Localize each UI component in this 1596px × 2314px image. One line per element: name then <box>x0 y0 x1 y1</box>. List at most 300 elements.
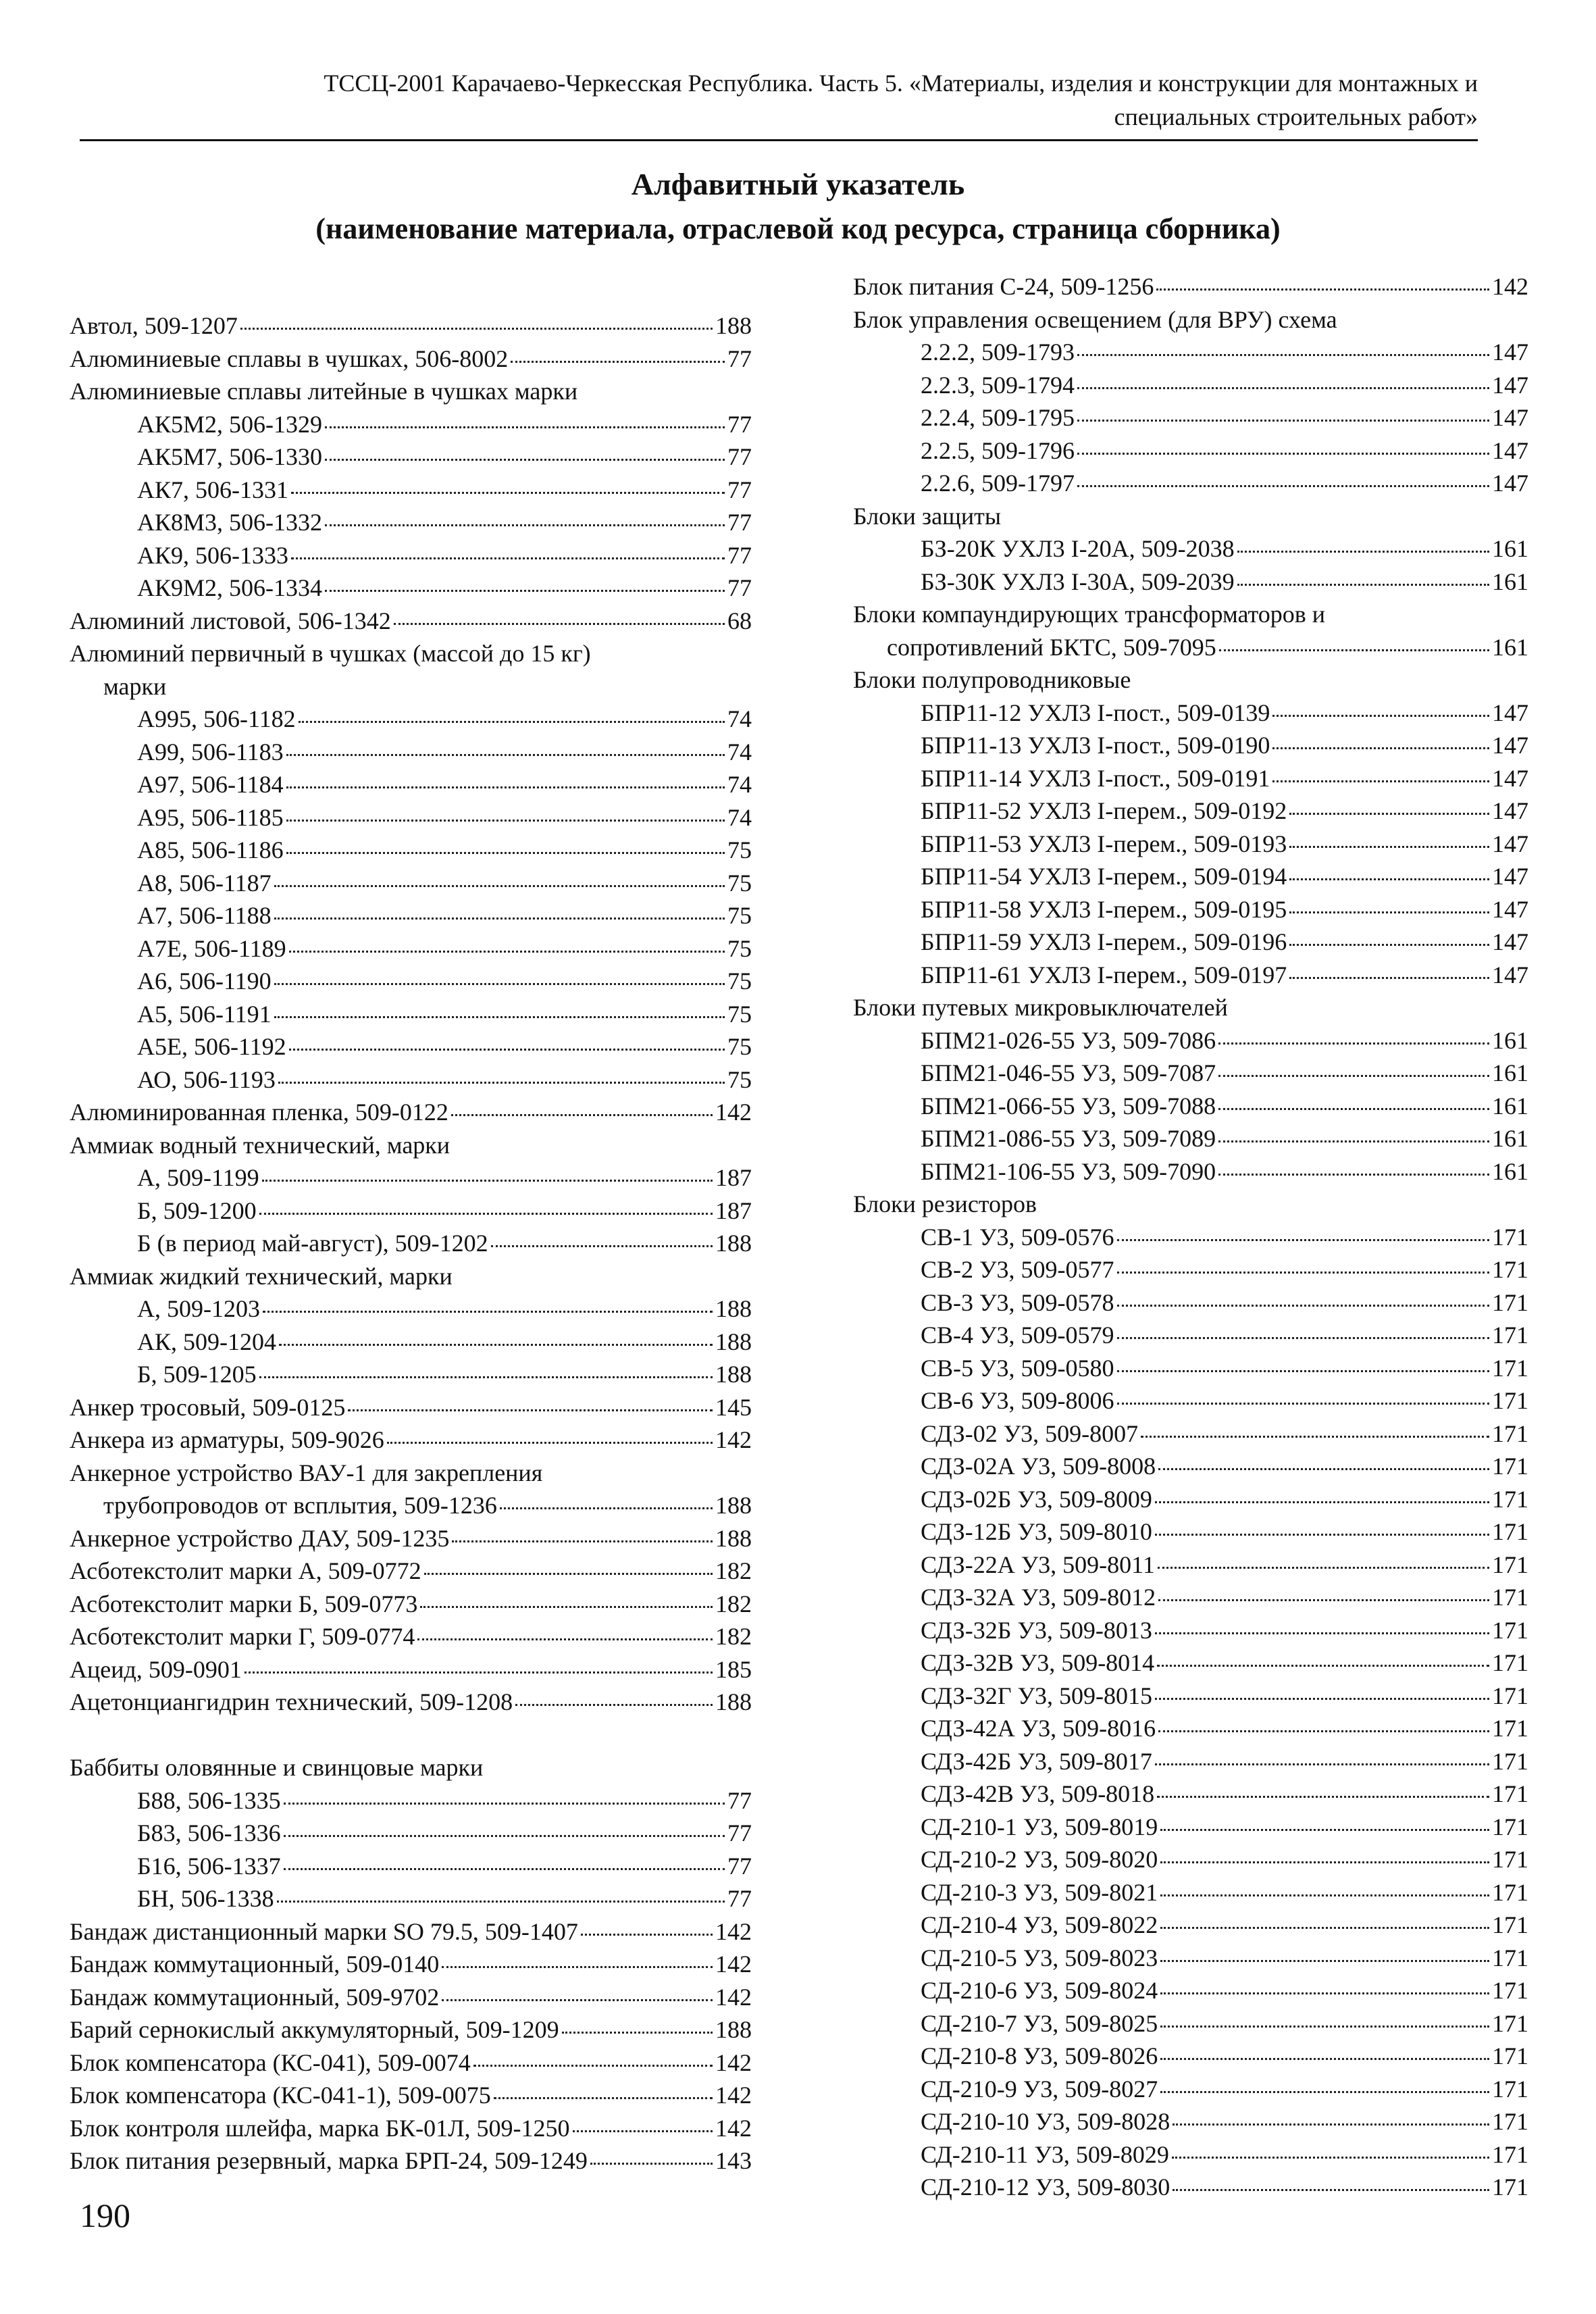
index-entry-page: 171 <box>1492 1419 1528 1447</box>
index-entry-page: 77 <box>727 1786 752 1814</box>
index-entry-page: 75 <box>727 902 752 929</box>
index-entry <box>70 1686 752 1719</box>
dot-leader <box>1272 780 1489 782</box>
dot-leader <box>325 590 725 592</box>
index-entry <box>70 1227 752 1260</box>
index-entry <box>70 834 752 867</box>
index-entry-page: 147 <box>1492 863 1528 890</box>
index-entry <box>70 474 752 507</box>
index-entry-page: 77 <box>727 541 752 569</box>
index-entry-page: 161 <box>1492 1026 1528 1054</box>
index-entry <box>853 336 1528 369</box>
index-entry-text: Блоки защиты <box>853 502 1002 530</box>
dot-leader <box>1077 354 1489 356</box>
index-entry-text: Анкера из арматуры, 509-9026 <box>70 1426 384 1453</box>
dot-leader <box>417 1638 713 1640</box>
index-entry-page: 74 <box>727 705 752 732</box>
dot-leader <box>286 820 725 822</box>
index-entry-page: 75 <box>727 1000 752 1028</box>
index-entry-page: 75 <box>727 934 752 962</box>
index-entry-page: 77 <box>727 443 752 470</box>
index-entry <box>853 1090 1528 1123</box>
index-entry-page: 171 <box>1492 2140 1528 2168</box>
index-entry <box>853 1384 1528 1417</box>
header-divider <box>80 139 1478 141</box>
index-entry-page: 68 <box>727 607 752 634</box>
index-entry-text: СД-210-6 У3, 509-8024 <box>921 1977 1158 2004</box>
index-entry-page: 147 <box>1492 928 1528 955</box>
dot-leader <box>515 1704 713 1706</box>
index-entry <box>70 1161 752 1194</box>
index-entry-page: 171 <box>1492 1780 1528 1807</box>
index-entry-page: 161 <box>1492 1157 1528 1185</box>
dot-leader <box>1160 2058 1489 2060</box>
dot-leader <box>1289 977 1489 979</box>
index-entry <box>853 697 1528 730</box>
index-entry <box>853 1680 1528 1713</box>
dot-leader <box>284 1803 725 1805</box>
index-entry-text: СДЗ-42В У3, 509-8018 <box>921 1780 1155 1807</box>
index-entry <box>70 1588 752 1621</box>
index-entry-page: 142 <box>1492 273 1528 300</box>
index-entry-page: 75 <box>727 967 752 995</box>
index-entry <box>70 1620 752 1653</box>
index-entry <box>853 1352 1528 1385</box>
index-entry <box>853 2171 1528 2204</box>
dot-leader <box>1160 2026 1489 2028</box>
index-entry-page: 75 <box>727 1065 752 1093</box>
dot-leader <box>387 1442 713 1444</box>
dot-leader <box>1289 911 1489 913</box>
page-subtitle: (наименование материала, отраслевой код ресурса, страница сборника) <box>315 212 1281 245</box>
index-entry-text: Б, 509-1205 <box>137 1361 257 1388</box>
index-entry-text: СД-210-3 У3, 509-8021 <box>921 1878 1158 1906</box>
index-entry-text: БПМ21-066-55 У3, 509-7088 <box>921 1092 1216 1120</box>
index-entry-page: 142 <box>715 2082 752 2109</box>
index-entry-page: 161 <box>1492 633 1528 661</box>
dot-leader <box>279 1344 713 1346</box>
index-entry-page: 171 <box>1492 1715 1528 1742</box>
dot-leader <box>581 1934 713 1936</box>
index-entry <box>70 1751 752 1784</box>
index-entry-text: марки <box>103 672 167 700</box>
entry-spacer <box>70 1719 752 1752</box>
index-entry <box>70 1457 752 1490</box>
dot-leader <box>274 885 725 887</box>
dot-leader <box>1155 1501 1489 1503</box>
index-entry-page: 182 <box>715 1623 752 1650</box>
index-entry <box>853 1549 1528 1582</box>
index-entry-text: Б88, 506-1335 <box>137 1786 281 1814</box>
index-entry-text: АК9, 506-1333 <box>137 541 288 569</box>
index-entry-text: СД-210-1 У3, 509-8019 <box>921 1813 1158 1840</box>
index-entry-page: 142 <box>715 2048 752 2076</box>
dot-leader <box>1173 2123 1489 2126</box>
index-entry <box>70 768 752 801</box>
index-entry-text: А995, 506-1182 <box>137 705 296 732</box>
index-entry <box>853 270 1528 303</box>
index-entry-text: Б (в период май-август), 509-1202 <box>137 1230 488 1257</box>
dot-leader <box>278 1082 725 1084</box>
index-entry-text: 2.2.2, 509-1793 <box>921 338 1075 366</box>
index-entry <box>70 2046 752 2080</box>
index-entry <box>70 703 752 736</box>
index-entry-page: 161 <box>1492 535 1528 562</box>
index-entry-page: 171 <box>1492 2173 1528 2200</box>
dot-leader <box>1157 1665 1489 1667</box>
index-entry-page: 187 <box>715 1164 752 1191</box>
dot-leader <box>1117 1305 1490 1307</box>
index-entry-page: 142 <box>715 1426 752 1453</box>
index-entry-text: АК8М3, 506-1332 <box>137 509 323 536</box>
index-entry-text: СДЗ-02Б У3, 509-8009 <box>921 1485 1152 1513</box>
index-entry <box>853 1319 1528 1352</box>
index-entry-text: СД-210-5 У3, 509-8023 <box>921 1944 1158 1971</box>
index-entry-text: Блок питания резервный, марка БРП-24, 509-1249 <box>70 2147 588 2174</box>
index-entry-page: 142 <box>715 2114 752 2142</box>
index-entry-page: 161 <box>1492 568 1528 595</box>
index-entry <box>70 801 752 834</box>
dot-leader <box>1272 715 1489 717</box>
dot-leader <box>1077 453 1489 455</box>
index-entry-text: СВ-3 У3, 509-0578 <box>921 1288 1114 1316</box>
index-entry-text: Блок контроля шлейфа, марка БК-01Л, 509-1250 <box>70 2114 570 2142</box>
index-entry <box>853 401 1528 434</box>
index-entry-page: 147 <box>1492 699 1528 726</box>
index-entry <box>70 1489 752 1522</box>
index-entry-text: АК9М2, 506-1334 <box>137 574 323 601</box>
index-entry-page: 171 <box>1492 2042 1528 2069</box>
index-entry <box>70 1260 752 1293</box>
index-entry-text: СДЗ-02 У3, 509-8007 <box>921 1419 1139 1447</box>
dot-leader <box>274 917 725 920</box>
dot-leader <box>244 1671 713 1674</box>
index-entry-text: БПР11-54 УХЛ3 I-перем., 509-0194 <box>921 863 1287 890</box>
dot-leader <box>277 1901 725 1903</box>
index-entry-text: Блоки путевых микровыключателей <box>853 994 1228 1021</box>
index-entry-page: 77 <box>727 1852 752 1880</box>
dot-leader <box>240 328 713 330</box>
index-entry <box>853 1942 1528 1975</box>
index-entry <box>70 1391 752 1424</box>
index-entry-page: 185 <box>715 1655 752 1683</box>
index-entry-text: СДЗ-32В У3, 509-8014 <box>921 1649 1155 1676</box>
index-entry <box>853 1057 1528 1090</box>
index-entry-text: СД-210-7 У3, 509-8025 <box>921 2009 1158 2037</box>
index-entry-page: 171 <box>1492 1747 1528 1775</box>
index-entry <box>70 408 752 441</box>
index-entry-text: А5Е, 506-1192 <box>137 1033 286 1060</box>
index-entry <box>853 1909 1528 1942</box>
index-entry <box>853 762 1528 795</box>
index-entry-page: 171 <box>1492 1977 1528 2004</box>
index-entry <box>853 828 1528 861</box>
index-entry-text: БПМ21-046-55 У3, 509-7087 <box>921 1059 1216 1086</box>
index-entry-page: 147 <box>1492 338 1528 366</box>
dot-leader <box>1117 1370 1490 1372</box>
index-entry <box>70 899 752 932</box>
index-entry-text: Асботекстолит марки А, 509-0772 <box>70 1557 421 1584</box>
dot-leader <box>562 2032 713 2034</box>
index-entry <box>853 598 1528 631</box>
index-entry-text: СД-210-11 У3, 509-8029 <box>921 2140 1169 2168</box>
index-entry-page: 188 <box>715 1492 752 1519</box>
index-entry <box>70 1522 752 1555</box>
index-entry <box>853 991 1528 1024</box>
dot-leader <box>1156 288 1489 291</box>
dot-leader <box>1141 1436 1489 1438</box>
index-entry <box>853 663 1528 697</box>
index-entry-page: 171 <box>1492 1878 1528 1906</box>
index-entry <box>70 2079 752 2112</box>
index-entry <box>70 309 752 343</box>
dot-leader <box>1077 420 1489 422</box>
index-entry-text: СДЗ-42Б У3, 509-8017 <box>921 1747 1152 1775</box>
index-entry <box>853 795 1528 828</box>
dot-leader <box>1218 1075 1489 1077</box>
dot-leader <box>1158 1730 1489 1732</box>
index-entry-text: СВ-4 У3, 509-0579 <box>921 1322 1114 1349</box>
index-entry-text: Блоки резисторов <box>853 1190 1037 1217</box>
index-entry <box>853 1155 1528 1188</box>
index-column-left <box>70 309 752 2178</box>
index-entry <box>853 1024 1528 1057</box>
index-entry <box>70 375 752 408</box>
dot-leader <box>1155 1632 1489 1634</box>
index-entry <box>70 1292 752 1326</box>
index-entry-page: 171 <box>1492 1354 1528 1382</box>
index-entry <box>853 1450 1528 1483</box>
running-header-line-2: специальных строительных работ» <box>1114 103 1478 130</box>
index-entry-text: СДЗ-32Г У3, 509-8015 <box>921 1682 1152 1709</box>
index-entry-text: БПР11-14 УХЛ3 I-пост., 509-0191 <box>921 764 1270 792</box>
dot-leader <box>452 1540 713 1542</box>
dot-leader <box>291 492 725 494</box>
index-entry <box>853 1745 1528 1778</box>
dot-leader <box>286 786 725 788</box>
index-entry-text: СВ-5 У3, 509-0580 <box>921 1354 1114 1382</box>
index-entry-page: 188 <box>715 312 752 339</box>
index-entry <box>853 2138 1528 2171</box>
index-entry <box>70 867 752 900</box>
dot-leader <box>1158 1567 1489 1569</box>
dot-leader <box>1172 2157 1489 2159</box>
index-entry-page: 171 <box>1492 2075 1528 2103</box>
index-entry-page: 147 <box>1492 797 1528 824</box>
index-entry-text: БПМ21-086-55 У3, 509-7089 <box>921 1125 1216 1152</box>
index-entry-text: А7Е, 506-1189 <box>137 934 286 962</box>
index-entry-text: БПР11-59 УХЛ3 I-перем., 509-0196 <box>921 928 1287 955</box>
index-entry-page: 74 <box>727 803 752 831</box>
index-entry-page: 161 <box>1492 1125 1528 1152</box>
index-entry-page: 147 <box>1492 961 1528 988</box>
index-entry-text: Анкерное устройство ДАУ, 509-1235 <box>70 1524 450 1552</box>
index-entry-text: Асботекстолит марки Б, 509-0773 <box>70 1590 418 1617</box>
index-entry-text: Автол, 509-1207 <box>70 312 238 339</box>
index-entry-text: трубопроводов от всплытия, 509-1236 <box>103 1492 497 1519</box>
index-entry-text: БЗ-20К УХЛ3 I-20А, 509-2038 <box>921 535 1235 562</box>
index-entry <box>70 1784 752 1817</box>
index-entry-page: 171 <box>1492 1518 1528 1545</box>
dot-leader <box>451 1114 713 1116</box>
dot-leader <box>1157 1796 1489 1798</box>
index-entry-page: 171 <box>1492 1813 1528 1840</box>
index-entry-text: Б16, 506-1337 <box>137 1852 281 1880</box>
index-entry <box>70 932 752 965</box>
dot-leader <box>1173 2189 1489 2191</box>
dot-leader <box>1218 1108 1489 1110</box>
index-entry-text: Б83, 506-1336 <box>137 1819 281 1846</box>
index-entry <box>853 532 1528 565</box>
index-entry-text: Блок питания С-24, 509-1256 <box>853 273 1154 300</box>
index-entry-page: 142 <box>715 1983 752 2011</box>
index-entry-text: Блок компенсатора (КС-041-1), 509-0075 <box>70 2082 491 2109</box>
index-entry-text: СДЗ-32А У3, 509-8012 <box>921 1584 1156 1611</box>
index-entry-text: 2.2.4, 509-1795 <box>921 404 1075 431</box>
index-entry-text: А8, 506-1187 <box>137 869 272 897</box>
index-entry-page: 74 <box>727 771 752 798</box>
index-entry-text: СД-210-9 У3, 509-8027 <box>921 2075 1158 2103</box>
dot-leader <box>325 524 725 526</box>
index-entry-text: 2.2.3, 509-1794 <box>921 371 1075 399</box>
index-entry-page: 182 <box>715 1590 752 1617</box>
dot-leader <box>274 983 725 985</box>
dot-leader <box>1160 2091 1489 2093</box>
index-entry-page: 171 <box>1492 2009 1528 2037</box>
index-entry <box>70 637 752 670</box>
index-entry-text: АК7, 506-1331 <box>137 476 288 503</box>
index-entry <box>70 572 752 605</box>
index-entry-text: Алюминий листовой, 506-1342 <box>70 607 391 634</box>
index-entry-text: БН, 506-1338 <box>137 1885 274 1912</box>
dot-leader <box>511 361 725 363</box>
index-entry <box>70 1424 752 1457</box>
index-entry <box>70 1326 752 1359</box>
index-entry-text: А7, 506-1188 <box>137 902 272 929</box>
index-entry-text: СД-210-8 У3, 509-8026 <box>921 2042 1158 2069</box>
index-entry-page: 188 <box>715 1688 752 1715</box>
index-entry <box>853 1122 1528 1155</box>
index-entry-page: 171 <box>1492 1584 1528 1611</box>
index-entry-text: БПР11-13 УХЛ3 I-пост., 509-0190 <box>921 732 1270 759</box>
index-entry <box>853 1253 1528 1286</box>
index-entry <box>853 1876 1528 1909</box>
index-entry-page: 147 <box>1492 895 1528 923</box>
index-entry-page: 77 <box>727 509 752 536</box>
index-entry-text: Алюминированная пленка, 509-0122 <box>70 1099 448 1126</box>
dot-leader <box>259 1376 713 1378</box>
index-entry-text: А, 509-1203 <box>137 1295 260 1322</box>
index-entry-page: 147 <box>1492 371 1528 399</box>
index-entry-text: Аммиак водный технический, марки <box>70 1131 451 1159</box>
index-entry-page: 188 <box>715 1328 752 1355</box>
index-entry <box>853 926 1528 959</box>
index-entry-page: 188 <box>715 1361 752 1388</box>
dot-leader <box>1289 846 1489 848</box>
dot-leader <box>286 754 725 756</box>
index-entry-text: Барий сернокислый аккумуляторный, 509-1209 <box>70 2016 559 2043</box>
dot-leader <box>1237 584 1489 586</box>
dot-leader <box>1117 1403 1490 1405</box>
index-entry-text: Ацеид, 509-0901 <box>70 1655 242 1683</box>
index-entry-text: СВ-1 У3, 509-0576 <box>921 1223 1114 1251</box>
index-entry-page: 171 <box>1492 1616 1528 1644</box>
index-entry-page: 147 <box>1492 830 1528 857</box>
index-entry <box>853 1712 1528 1745</box>
index-entry-page: 77 <box>727 1819 752 1846</box>
index-entry <box>853 467 1528 500</box>
dot-leader <box>262 1180 713 1182</box>
index-entry <box>853 1483 1528 1516</box>
index-entry-text: СДЗ-12Б У3, 509-8010 <box>921 1518 1152 1545</box>
dot-leader <box>291 557 725 559</box>
index-entry-page: 182 <box>715 1557 752 1584</box>
dot-leader <box>1117 1272 1490 1274</box>
index-entry <box>70 343 752 376</box>
index-entry <box>853 1811 1528 1844</box>
index-entry-text: БЗ-30К УХЛ3 I-30А, 509-2039 <box>921 568 1235 595</box>
index-entry-text: АО, 506-1193 <box>137 1065 276 1093</box>
index-entry <box>70 1358 752 1391</box>
dot-leader <box>573 2130 713 2132</box>
index-entry-page: 145 <box>715 1393 752 1421</box>
index-entry <box>70 1817 752 1850</box>
dot-leader <box>424 1573 713 1575</box>
dot-leader <box>1160 1960 1489 1962</box>
index-entry-page: 171 <box>1492 1322 1528 1349</box>
index-entry-text: СДЗ-02А У3, 509-8008 <box>921 1453 1156 1480</box>
index-entry <box>853 434 1528 468</box>
index-entry <box>70 2013 752 2046</box>
index-entry-text: СВ-6 У3, 509-8006 <box>921 1387 1114 1414</box>
dot-leader <box>1160 1992 1489 1994</box>
index-entry <box>853 1286 1528 1319</box>
index-entry-page: 171 <box>1492 1551 1528 1578</box>
page-number: 190 <box>80 2196 130 2234</box>
index-entry-text: СДЗ-32Б У3, 509-8013 <box>921 1616 1152 1644</box>
index-entry <box>70 1194 752 1228</box>
index-entry-page: 75 <box>727 1033 752 1060</box>
index-entry <box>853 893 1528 926</box>
dot-leader <box>420 1606 713 1608</box>
index-entry-text: А99, 506-1183 <box>137 738 284 765</box>
dot-leader <box>494 2097 713 2099</box>
index-entry-page: 147 <box>1492 764 1528 792</box>
index-entry-page: 147 <box>1492 404 1528 431</box>
index-entry-page: 147 <box>1492 732 1528 759</box>
index-entry-text: АК5М7, 506-1330 <box>137 443 323 470</box>
index-entry <box>70 1096 752 1129</box>
index-entry-page: 147 <box>1492 436 1528 464</box>
index-entry <box>70 1653 752 1686</box>
index-entry-page: 171 <box>1492 1387 1528 1414</box>
index-entry-text: Алюминий первичный в чушках (массой до 15 кг) <box>70 640 591 667</box>
index-entry <box>70 539 752 572</box>
dot-leader <box>263 1311 713 1313</box>
index-entry <box>853 2040 1528 2073</box>
index-entry-text: БПР11-52 УХЛ3 I-перем., 509-0192 <box>921 797 1287 824</box>
dot-leader <box>1077 485 1489 487</box>
index-entry-page: 171 <box>1492 2108 1528 2135</box>
index-entry-page: 188 <box>715 1524 752 1552</box>
index-entry-page: 75 <box>727 836 752 863</box>
index-entry-text: Аммиак жидкий технический, марки <box>70 1262 453 1290</box>
index-entry <box>853 1646 1528 1680</box>
dot-leader <box>1155 1698 1489 1700</box>
dot-leader <box>289 951 725 953</box>
dot-leader <box>1219 649 1489 651</box>
index-entry-page: 171 <box>1492 1649 1528 1676</box>
